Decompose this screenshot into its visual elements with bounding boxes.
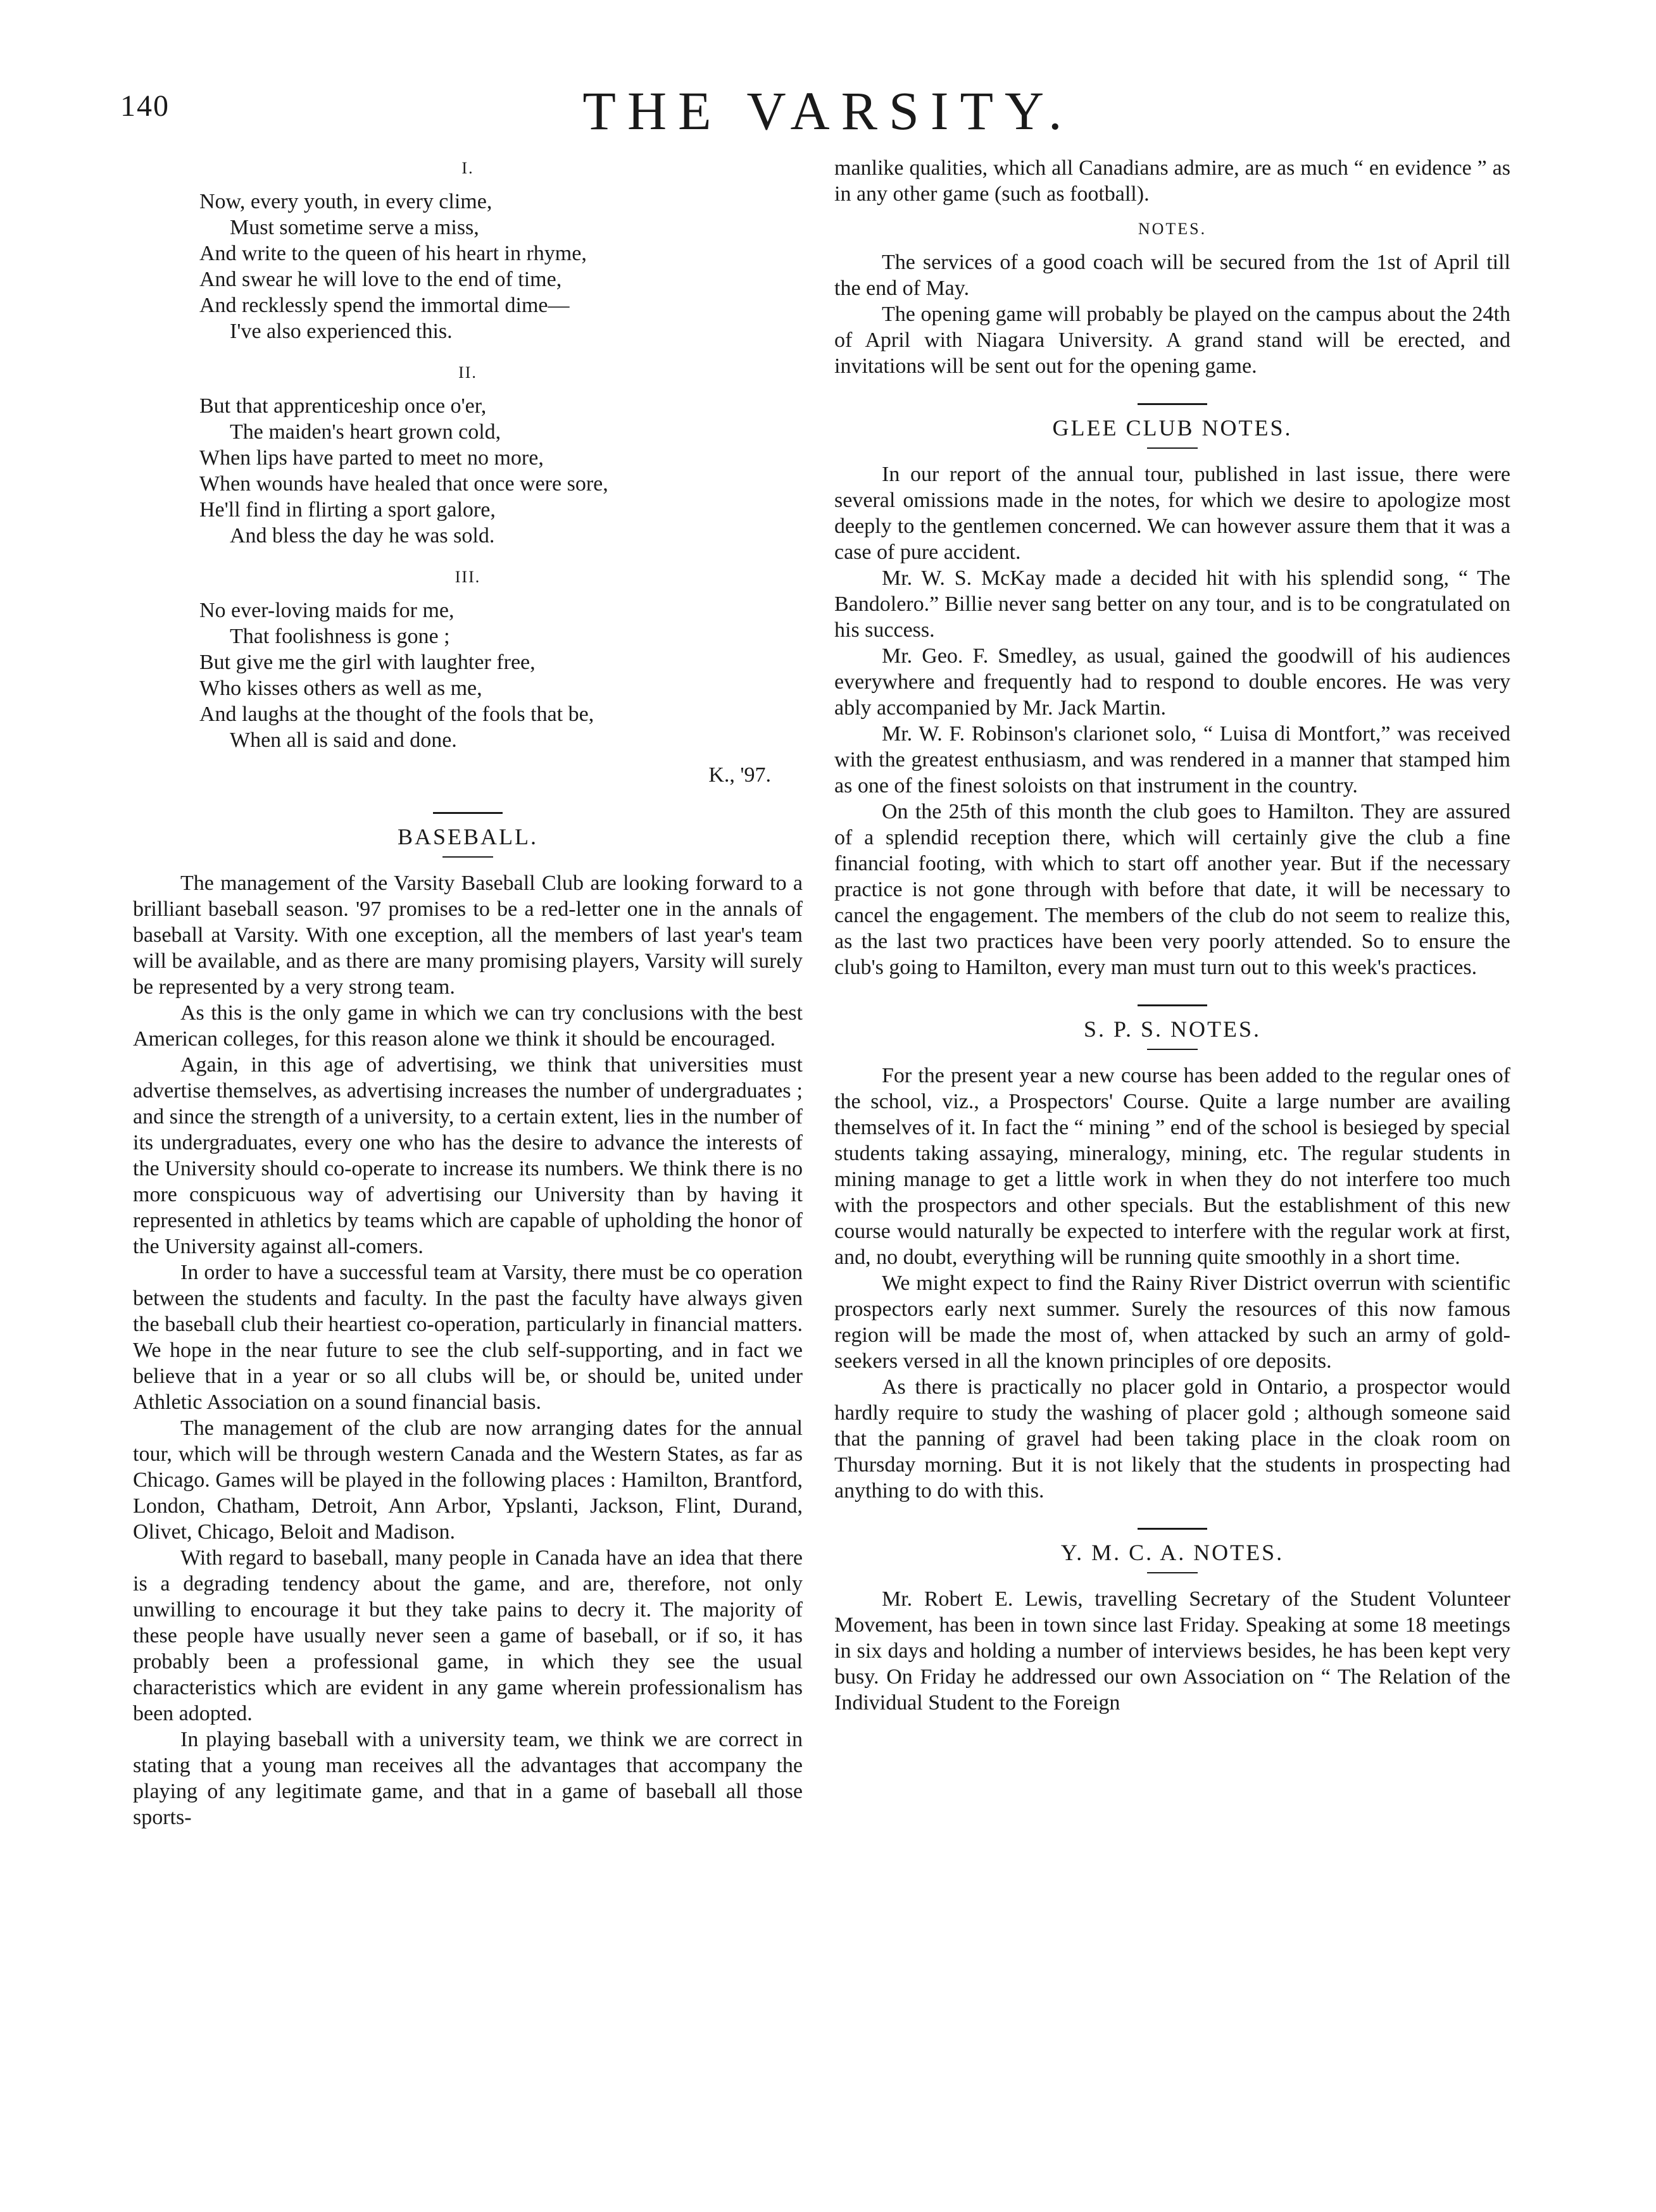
paragraph: Mr. W. F. Robinson's clarionet solo, “ Luisa di Montfort,” was received with the greatest enthusiasm, and was rendered in a manner that stamped him as one of the finest soloists on that instrument in the country. — [834, 722, 1510, 797]
poem-line: But that apprenticeship once o'er, — [199, 394, 487, 418]
poem-signature: K., '97. — [708, 763, 771, 787]
poem-line: Who kisses others as well as me, — [199, 677, 482, 700]
poem-line: That foolishness is gone ; — [230, 625, 450, 648]
stanza-numeral: I. — [461, 159, 474, 177]
paragraph: Again, in this age of advertising, we think that universities must advertise themselves, as advertising increases the number of undergraduates ; and since the strength of a university, to a certain extent, lies in the number of its undergraduates, every one who has the desire to advance the interests of the University should co-operate to increase its numbers. We think there is no more conspicuous way of advertising our University than by having it represented in athletics by teams which are capable of upholding the honor of the University against all-comers. — [133, 1053, 803, 1258]
poem-line: I've also experienced this. — [230, 320, 453, 343]
notes-subheading: NOTES. — [1138, 220, 1207, 238]
section-rule — [1138, 1528, 1207, 1530]
paragraph: We might expect to find the Rainy River District overrun with scientific prospectors early next summer. Surely the resources of this now famous region will be made the most of, when attacked by such an army of gold-seekers versed in all the known principles of ore deposits. — [834, 1272, 1510, 1373]
poem-line: Must sometime serve a miss, — [230, 216, 479, 239]
heading-rule — [1147, 447, 1198, 449]
section-rule — [1138, 403, 1207, 405]
paragraph: On the 25th of this month the club goes to Hamilton. They are assured of a splendid reception there, which will certainly give the club a fine financial footing, with which to start off another year. But if the necessary practice is not gone through with before that date, it will be necessary to cancel the engagement. The members of the club do not seem to realize this, as the last two practices have been very poorly attended. So to ensure the club's going to Hamilton, every man must turn out to this week's practices. — [834, 800, 1510, 979]
paragraph-continuation: manlike qualities, which all Canadians admire, are as much “ en evidence ” as in any other game (such as football). — [834, 156, 1510, 206]
paragraph: The management of the club are now arranging dates for the annual tour, which will be through western Canada and the Western States, as far as Chicago. Games will be played in the following places : Hamilton, Brantford, London, Chatham, Detroit, Ann Arbor, Ypslanti, Jackson, Flint, Durand, Olivet, Chicago, Beloit and Madison. — [133, 1416, 803, 1544]
heading-rule — [1147, 1572, 1198, 1573]
poem-line: And recklessly spend the immortal dime— — [199, 294, 570, 317]
paragraph: In playing baseball with a university team, we think we are correct in stating that a young man receives all the advantages that accompany the playing of any legitimate game, and that in a game of baseball all those sports- — [133, 1728, 803, 1829]
stanza-numeral: II. — [458, 363, 477, 382]
right-column — [834, 155, 1510, 1716]
poem-line: The maiden's heart grown cold, — [230, 420, 501, 444]
stanza-numeral: III. — [455, 568, 481, 586]
poem-line: And swear he will love to the end of time, — [199, 268, 562, 291]
poem-line: And write to the queen of his heart in rhyme, — [199, 242, 587, 265]
page-number: 140 — [120, 89, 170, 123]
paragraph: Mr. W. S. McKay made a decided hit with his splendid song, “ The Bandolero.” Billie never sang better on any tour, and is to be congratulated on his success. — [834, 566, 1510, 642]
paragraph: The opening game will probably be played on the campus about the 24th of April with Niagara University. A grand stand will be erected, and invitations will be sent out for the opening game. — [834, 303, 1510, 378]
paragraph: In our report of the annual tour, published in last issue, there were several omissions made in the notes, for which we desire to apologize most deeply to the gentlemen concerned. We can however assure them that it was a case of pure accident. — [834, 463, 1510, 564]
heading-rule — [442, 856, 493, 858]
poem-line: When wounds have healed that once were sore, — [199, 472, 608, 496]
poem-line: No ever-loving maids for me, — [199, 599, 455, 622]
paragraph: The management of the Varsity Baseball Club are looking forward to a brilliant baseball season. '97 promises to be a red-letter one in the annals of baseball at Varsity. With one exception, all the members of last year's team will be available, and as there are many promising players, Varsity will surely be represented by a very strong team. — [133, 872, 803, 999]
paragraph: The services of a good coach will be secured from the 1st of April till the end of May. — [834, 251, 1510, 300]
section-heading-sps: S. P. S. NOTES. — [1083, 1016, 1262, 1042]
poem-line: When lips have parted to meet no more, — [199, 446, 544, 470]
poem-line: But give me the girl with laughter free, — [199, 651, 536, 674]
poem-line: He'll find in flirting a sport galore, — [199, 498, 496, 522]
section-heading-baseball: BASEBALL. — [397, 824, 538, 849]
poem-line: Now, every youth, in every clime, — [199, 190, 492, 213]
poem-line: And laughs at the thought of the fools that be, — [199, 703, 594, 726]
paragraph: Mr. Geo. F. Smedley, as usual, gained the goodwill of his audiences everywhere and frequently had to respond to double encores. He was very ably accompanied by Mr. Jack Martin. — [834, 644, 1510, 720]
poem-line: And bless the day he was sold. — [230, 524, 495, 547]
masthead-title: THE VARSITY. — [582, 80, 1074, 141]
poem — [133, 155, 803, 788]
stanza — [199, 189, 803, 344]
section-rule — [433, 812, 503, 814]
section-rule — [1138, 1004, 1207, 1006]
paragraph: As this is the only game in which we can try conclusions with the best American colleges, for this reason alone we think it should be encouraged. — [133, 1001, 803, 1051]
paragraph: As there is practically no placer gold in Ontario, a prospector would hardly require to study the washing of placer gold ; although someone said that the panning of gravel had been taking place in the cloak room on Thursday morning. But it is not likely that the students in prospecting had anything to do with this. — [834, 1375, 1510, 1503]
stanza — [199, 597, 803, 753]
left-column — [133, 155, 803, 1830]
heading-rule — [1147, 1049, 1198, 1050]
paragraph: In order to have a successful team at Varsity, there must be co operation between the students and faculty. In the past the faculty have always given the baseball club their heartiest co-operation, particularly in financial matters. We hope in the near future to see the club self-supporting, and in fact we believe that in a year or so all clubs will be, or should be, united under Athletic Association on a sound financial basis. — [133, 1261, 803, 1414]
paragraph: Mr. Robert E. Lewis, travelling Secretary of the Student Volunteer Movement, has been in town since last Friday. Speaking at some 18 meetings in six days and holding a number of interviews besides, he has been kept very busy. On Friday he addressed our own Association on “ The Relation of the Individual Student to the Foreign — [834, 1587, 1510, 1715]
section-heading-ymca: Y. M. C. A. NOTES. — [1060, 1540, 1284, 1565]
section-heading-glee-club: GLEE CLUB NOTES. — [1052, 415, 1293, 441]
paragraph: With regard to baseball, many people in Canada have an idea that there is a degrading tendency about the game, and are, therefore, not only unwilling to encourage it but they take pains to decry it. The majority of these people have usually never seen a game of baseball, or if so, it has probably been a professional game, in which they see the usual characteristics which are evident in any game wherein professionalism has been adopted. — [133, 1546, 803, 1725]
paragraph: For the present year a new course has been added to the regular ones of the school, viz., a Prospectors' Course. Quite a large number are availing themselves of it. In fact the “ mining ” end of the school is besieged by special students taking assaying, mineralogy, mining, etc. The regular students in mining manage to get a little work in when they do not interfere too much with the prospectors and other specials. But the establishment of this new course would naturally be expected to interfere with the regular work at first, and, no doubt, everything will be running quite smoothly in a short time. — [834, 1064, 1510, 1269]
poem-line: When all is said and done. — [230, 728, 457, 752]
stanza — [199, 393, 803, 549]
